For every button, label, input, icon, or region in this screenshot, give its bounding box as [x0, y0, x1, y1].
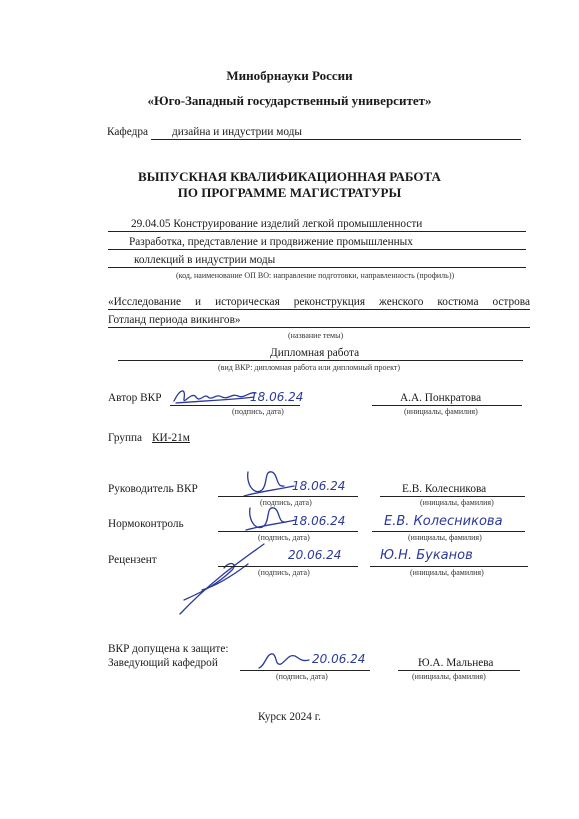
author-sign-underline — [170, 405, 300, 406]
topic-word: костюма — [437, 296, 479, 308]
author-signature — [170, 385, 260, 407]
topic-word: реконструкция — [293, 296, 366, 308]
work-type-caption: (вид ВКР: дипломная работа или дипломный проект) — [218, 363, 401, 372]
norm-control-label: Нормоконтроль — [108, 518, 184, 530]
norm-control-date: 18.06.24 — [292, 514, 346, 528]
head-name-underline — [398, 670, 520, 671]
work-type-underline — [118, 360, 523, 361]
program-code: 29.04.05 Конструирование изделий легкой промышленности — [131, 218, 423, 230]
reviewer-name-underline — [370, 566, 528, 567]
topic-word: острова — [492, 296, 530, 308]
reviewer-sign-underline — [218, 566, 358, 567]
supervisor-date: 18.06.24 — [292, 479, 346, 493]
work-title-line2: ПО ПРОГРАММЕ МАГИСТРАТУРЫ — [177, 185, 402, 200]
topic-underline-2 — [108, 327, 530, 328]
author-name: А.А. Понкратова — [400, 392, 482, 404]
topic-caption: (название темы) — [288, 331, 344, 340]
author-label: Автор ВКР — [108, 392, 162, 404]
norm-control-name-underline — [372, 531, 525, 532]
group-label: Группа — [108, 432, 143, 444]
city-year: Курск 2024 г. — [258, 711, 321, 723]
reviewer-label: Рецензент — [108, 554, 157, 566]
program-underline-3 — [108, 267, 526, 268]
reviewer-name-caption: (инициалы, фамилия) — [410, 568, 484, 577]
program-profile-1: Разработка, представление и продвижение промышленных — [129, 236, 413, 248]
department-underline — [151, 139, 521, 140]
group-value: КИ-21м — [152, 432, 190, 444]
topic-underline-1 — [108, 309, 530, 310]
topic-word: и — [195, 296, 202, 308]
program-caption: (код, наименование ОП ВО: направление подготовки, направленность (профиль)) — [176, 271, 455, 280]
norm-control-sign-caption: (подпись, дата) — [258, 533, 310, 542]
norm-control-name-caption: (инициалы, фамилия) — [408, 533, 482, 542]
head-of-department-label: Заведующий кафедрой — [108, 657, 218, 669]
topic-word: «Исследование — [108, 296, 182, 308]
program-underline-1 — [108, 231, 526, 232]
department-label: Кафедра — [107, 126, 148, 138]
university-name: «Юго-Западный государственный университет» — [147, 93, 432, 108]
author-sign-caption: (подпись, дата) — [232, 407, 284, 416]
norm-control-sign-underline — [218, 531, 358, 532]
head-date: 20.06.24 — [312, 652, 366, 666]
topic-word: женского — [379, 296, 424, 308]
reviewer-signature — [172, 540, 272, 620]
department-value: дизайна и индустрии моды — [172, 126, 303, 138]
topic-word: историческая — [215, 296, 280, 308]
author-name-caption: (инициалы, фамилия) — [404, 407, 478, 416]
reviewer-sign-caption: (подпись, дата) — [258, 568, 310, 577]
work-type-value: Дипломная работа — [270, 347, 360, 359]
work-title-line1: ВЫПУСКНАЯ КВАЛИФИКАЦИОННАЯ РАБОТА — [138, 169, 441, 184]
topic-line1 — [108, 297, 530, 308]
ministry-title: Минобрнауки России — [226, 68, 353, 83]
supervisor-name: Е.В. Колесникова — [402, 483, 487, 495]
reviewer-name: Ю.Н. Буканов — [380, 548, 473, 563]
author-date: 18.06.24 — [250, 390, 304, 404]
admission-line: ВКР допущена к защите: — [108, 643, 229, 655]
supervisor-label: Руководитель ВКР — [108, 483, 198, 495]
supervisor-sign-caption: (подпись, дата) — [260, 498, 312, 507]
author-name-underline — [372, 405, 522, 406]
head-name: Ю.А. Мальнева — [418, 657, 494, 669]
head-sign-caption: (подпись, дата) — [276, 672, 328, 681]
supervisor-name-underline — [380, 496, 525, 497]
program-underline-2 — [108, 249, 526, 250]
topic-line2: Готланд периода викингов» — [108, 314, 241, 326]
head-sign-underline — [240, 670, 370, 671]
reviewer-date: 20.06.24 — [288, 548, 342, 562]
head-name-caption: (инициалы, фамилия) — [412, 672, 486, 681]
norm-control-name: Е.В. Колесникова — [384, 514, 503, 529]
program-profile-2: коллекций в индустрии моды — [134, 254, 276, 266]
supervisor-sign-underline — [218, 496, 358, 497]
supervisor-name-caption: (инициалы, фамилия) — [420, 498, 494, 507]
